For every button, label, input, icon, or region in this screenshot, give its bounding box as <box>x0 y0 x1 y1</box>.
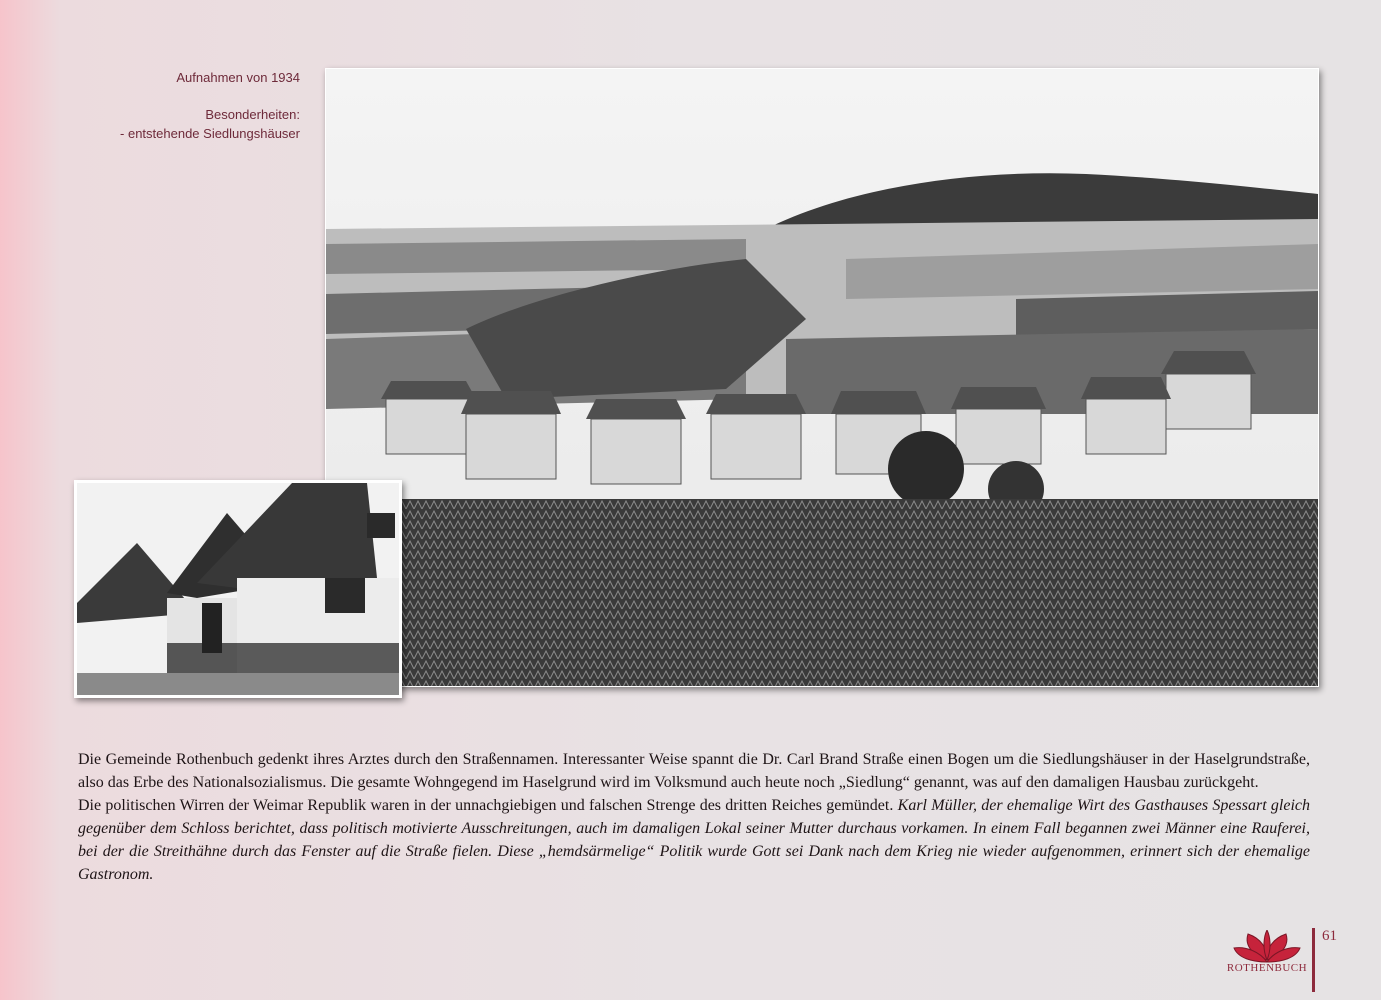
paragraph-2 <box>78 794 1310 886</box>
caption-item: - entstehende Siedlungshäuser <box>120 126 300 141</box>
paragraph-2-quote: Karl Müller, der ehemalige Wirt des Gasthauses Spessart gleich gegenüber dem Schloss berichtet, dass politisch motivierte Ausschreitungen, auch im damaligen Lokal seiner Mutter durchaus vorkamen. In einem Fall begannen zwei Männer eine Rauferei, bei der die Streithähne durch das Fenster auf die Straße fielen. Diese „hemdsärmelige“ Politik wurde Gott sei Dank nach dem Krieg nie wieder aufgenommen, erinnert sich der ehemalige Gastronom. <box>78 797 1311 883</box>
body-text <box>78 748 1310 886</box>
page-number: 61 <box>1322 928 1337 944</box>
photo-caption <box>40 68 300 143</box>
page-number-rule <box>1312 928 1315 992</box>
caption-heading: Besonderheiten: <box>205 107 300 122</box>
paragraph-1: Die Gemeinde Rothenbuch gedenkt ihres Arztes durch den Straßennamen. Interessanter Weise spannt die Dr. Carl Brand Straße einen Bogen um die Siedlungshäuser in der Haselgrundstraße, also das Erbe des Nationalsozialismus. Die gesamte Wohngegend im Haselgrund wird im Volksmund auch heute noch „Siedlung“ genannt, was auf den damaligen Hausbau zurückgeht. <box>78 751 1310 791</box>
caption-date: Aufnahmen von 1934 <box>176 70 300 85</box>
paragraph-2-plain: Die politischen Wirren der Weimar Republik waren in der unnachgiebigen und falschen Strenge des dritten Reiches gemündet. <box>78 797 898 814</box>
main-photo-settlement <box>325 68 1319 687</box>
logo-text: ROTHENBUCH <box>1226 962 1308 974</box>
inset-photo-houses <box>74 480 402 698</box>
